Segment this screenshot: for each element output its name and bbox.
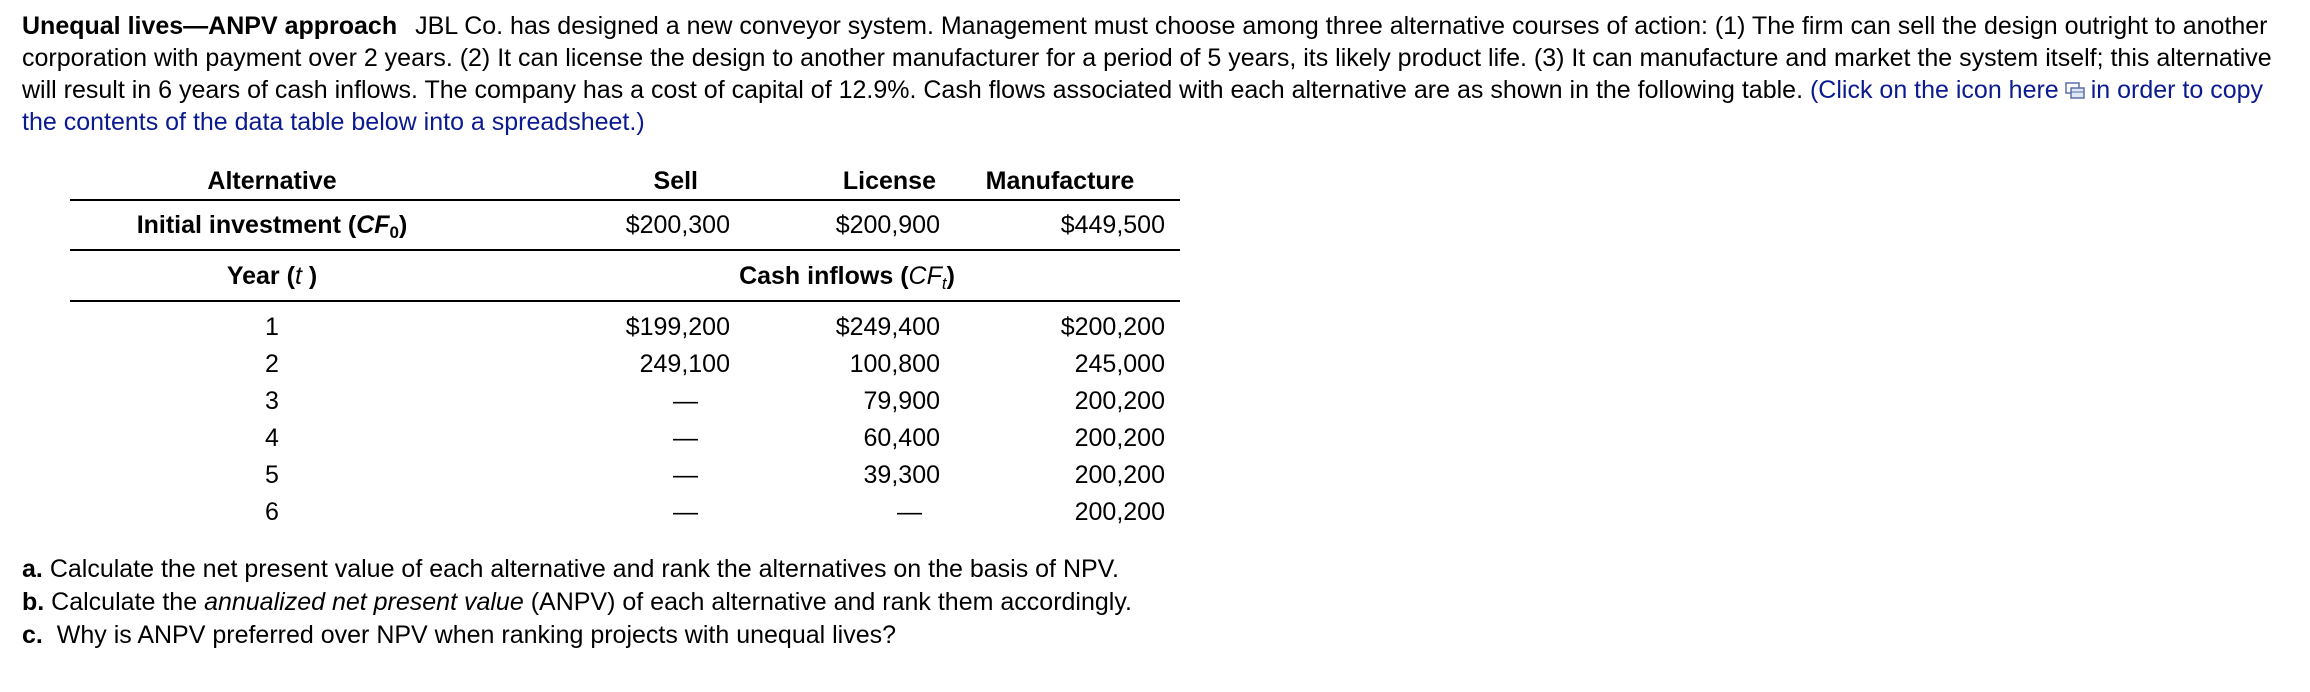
questions (22, 553, 2292, 652)
cash-inflows-header: Cash inflows $(CF_t)$ (474, 250, 1180, 301)
copy-spreadsheet-icon[interactable] (2065, 76, 2085, 94)
table-row (70, 419, 1180, 456)
table-header-row (70, 162, 1180, 200)
cash-flow-table (70, 162, 1180, 530)
manufacture-cell: 200,200 (1074, 423, 1165, 452)
col-header-manufacture: Manufacture (940, 162, 1180, 200)
license-cell: $249,400 (835, 312, 940, 341)
year-cell: 2 (265, 349, 279, 378)
license-cell: 39,300 (863, 460, 940, 489)
manufacture-cell: 245,000 (1074, 349, 1165, 378)
year-cell: 6 (265, 497, 279, 526)
year-cell: 3 (265, 386, 279, 415)
sell-cell: — (673, 460, 698, 489)
question-b-text-pre: Calculate the (51, 588, 198, 616)
investment-license: $200,900 (730, 200, 940, 250)
col-header-alternative: Alternative (70, 162, 474, 200)
year-cell: 1 (265, 312, 279, 341)
license-cell: 100,800 (849, 349, 940, 378)
year-header-row (70, 250, 1180, 301)
problem-intro (22, 10, 2292, 138)
sell-cell: — (673, 497, 698, 526)
manufacture-cell: $200,200 (1060, 312, 1165, 341)
question-c (22, 619, 2292, 652)
col-header-sell: Sell (474, 162, 730, 200)
sell-cell: 249,100 (639, 349, 730, 378)
question-c-text: Why is ANPV preferred over NPV when ranking projects with unequal lives? (56, 621, 897, 649)
sell-cell: $199,200 (625, 312, 730, 341)
year-cell: 4 (265, 423, 279, 452)
question-b-label: b. (22, 588, 45, 616)
investment-manufacture: $449,500 (940, 200, 1180, 250)
investment-sell: $200,300 (474, 200, 730, 250)
question-b (22, 586, 2292, 619)
question-a-text: Calculate the net present value of each alternative and rank the alternatives on the basis of NPV. (49, 555, 1120, 583)
initial-investment-row (70, 200, 1180, 250)
initial-investment-label: Initial investment $(CF_0)$ (70, 200, 474, 250)
license-cell: 60,400 (863, 423, 940, 452)
question-b-text-post: (ANPV) of each alternative and rank them accordingly. (530, 588, 1132, 616)
table-row (70, 493, 1180, 530)
copy-link-text-2[interactable]: in order to copy the contents of the data table below into a spreadsheet.) (22, 76, 2264, 136)
manufacture-cell: 200,200 (1074, 497, 1165, 526)
problem-title: Unequal lives—ANPV approach (22, 12, 398, 40)
table-row (70, 345, 1180, 382)
year-cell: 5 (265, 460, 279, 489)
question-c-label: c. (22, 621, 43, 649)
question-b-italic: annualized net present value (204, 588, 524, 616)
question-a-label: a. (22, 555, 43, 583)
year-header-label: Year (t ) (70, 250, 474, 301)
question-a (22, 553, 2292, 586)
manufacture-cell: 200,200 (1074, 460, 1165, 489)
problem-body: JBL Co. has designed a new conveyor system. Management must choose among three alternative courses of action: (1) The firm can sell the design outright to another corporation with payment over 2 years. (2) It can license the design to another manufacturer for a period of 5 years, its likely product life. (3) It can manufacture and market the system itself; this alternative will result in 6 years of cash inflows. The company has a cost of capital of 12.9%. Cash flows associated with each alternative are as shown in the following table. (22, 12, 2272, 104)
table-row (70, 382, 1180, 419)
copy-link-text-1[interactable]: (Click on the icon here (1809, 76, 2059, 104)
table-row (70, 456, 1180, 493)
sell-cell: — (673, 423, 698, 452)
table-row (70, 301, 1180, 345)
manufacture-cell: 200,200 (1074, 386, 1165, 415)
col-header-license: License (730, 162, 940, 200)
sell-cell: — (673, 386, 698, 415)
license-cell: — (897, 497, 922, 526)
license-cell: 79,900 (863, 386, 940, 415)
